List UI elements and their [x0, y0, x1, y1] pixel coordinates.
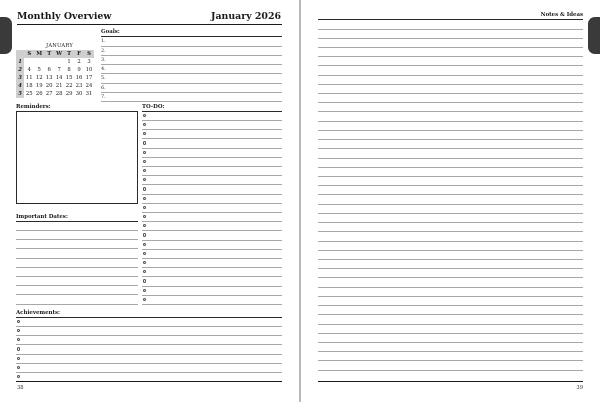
month-label: January 2026: [211, 11, 281, 22]
notes-line[interactable]: [318, 222, 583, 223]
goal-line[interactable]: [101, 64, 282, 65]
calendar-day: 8: [67, 67, 71, 73]
notes-line[interactable]: [318, 75, 583, 76]
calendar-day: 21: [55, 83, 63, 89]
achievement-line[interactable]: [16, 344, 282, 345]
notes-line[interactable]: [318, 111, 583, 112]
calendar-week-row: [16, 74, 94, 82]
footer-rule: [16, 381, 282, 382]
notes-line[interactable]: [318, 158, 583, 159]
todo-line[interactable]: [142, 120, 282, 121]
important-date-line[interactable]: [16, 258, 138, 259]
goal-number: 6.: [101, 84, 106, 91]
calendar-day: 23: [75, 83, 83, 89]
todo-label: TO-DO:: [142, 104, 165, 110]
calendar-header-row: [16, 50, 94, 58]
calendar-day: 15: [65, 75, 73, 81]
checkbox-circle[interactable]: [143, 187, 146, 190]
calendar-week-row: [16, 58, 94, 66]
checkbox-circle[interactable]: [143, 279, 146, 282]
week-number: 5: [16, 90, 24, 98]
goal-line[interactable]: [101, 55, 282, 56]
notes-line[interactable]: [318, 287, 583, 288]
checkbox-circle[interactable]: [143, 151, 146, 154]
checkbox-circle[interactable]: [143, 160, 146, 163]
notes-line[interactable]: [318, 314, 583, 315]
calendar-day: 7: [57, 67, 61, 73]
calendar-day: 18: [25, 83, 33, 89]
section-tab-left[interactable]: [0, 17, 12, 54]
calendar-day: 14: [55, 75, 63, 81]
calendar-day: 31: [85, 91, 93, 97]
important-date-line[interactable]: [16, 294, 138, 295]
notes-line[interactable]: [318, 351, 583, 352]
notes-line[interactable]: [318, 121, 583, 122]
checkbox-circle[interactable]: [143, 178, 146, 181]
right-page: [301, 0, 600, 402]
calendar-day: 1: [67, 59, 71, 65]
calendar-month-name: JANUARY: [46, 43, 73, 49]
checkbox-circle[interactable]: [143, 141, 146, 144]
calendar-day: [54, 58, 64, 66]
checkbox-circle[interactable]: [143, 215, 146, 218]
calendar-day: [44, 58, 54, 66]
checkbox-circle[interactable]: [17, 329, 20, 332]
todo-line[interactable]: [142, 203, 282, 204]
page-number-left: 38: [17, 385, 24, 391]
todo-line[interactable]: [142, 138, 282, 139]
section-tab-right[interactable]: [588, 17, 600, 54]
important-dates-label-rule: [16, 221, 138, 222]
calendar-day: 5: [37, 67, 41, 73]
calendar-day: 13: [45, 75, 53, 81]
calendar-day: 2: [77, 59, 81, 65]
checkbox-circle[interactable]: [17, 347, 20, 350]
calendar-day: 27: [45, 91, 53, 97]
week-number: 2: [16, 66, 24, 74]
notes-line[interactable]: [318, 194, 583, 195]
checkbox-circle[interactable]: [143, 243, 146, 246]
goal-line[interactable]: [101, 92, 282, 93]
notes-line[interactable]: [318, 65, 583, 66]
calendar-day: 20: [45, 83, 53, 89]
calendar-day: 10: [85, 67, 93, 73]
todo-line[interactable]: [142, 221, 282, 222]
day-header: T: [44, 50, 54, 58]
left-page: [0, 0, 299, 402]
week-col-header: [16, 50, 24, 58]
checkbox-circle[interactable]: [17, 366, 20, 369]
achievements-label: Achievements:: [16, 310, 60, 316]
goals-label-rule: [101, 36, 282, 37]
calendar-day: 24: [85, 83, 93, 89]
checkbox-circle[interactable]: [143, 123, 146, 126]
calendar-day: 3: [87, 59, 91, 65]
todo-line[interactable]: [142, 129, 282, 130]
day-header: S: [84, 50, 94, 58]
notes-line[interactable]: [318, 324, 583, 325]
notes-line[interactable]: [318, 130, 583, 131]
calendar-day: 26: [35, 91, 43, 97]
notes-line[interactable]: [318, 333, 583, 334]
notes-line[interactable]: [318, 102, 583, 103]
todo-line[interactable]: [142, 249, 282, 250]
week-number: 1: [16, 58, 24, 66]
achievement-line[interactable]: [16, 326, 282, 327]
notes-line[interactable]: [318, 47, 583, 48]
important-date-line[interactable]: [16, 248, 138, 249]
goal-number: 2.: [101, 47, 106, 54]
notes-line[interactable]: [318, 259, 583, 260]
checkbox-circle[interactable]: [143, 270, 146, 273]
day-header: W: [56, 51, 63, 57]
calendar-day: [24, 58, 34, 66]
calendar-day: 9: [77, 67, 81, 73]
calendar-day: 25: [25, 91, 33, 97]
checkbox-circle[interactable]: [143, 132, 146, 135]
goals-label: Goals:: [101, 29, 120, 35]
todo-line[interactable]: [142, 304, 282, 305]
important-date-line[interactable]: [16, 276, 138, 277]
achievement-line[interactable]: [16, 335, 282, 336]
notes-line[interactable]: [318, 360, 583, 361]
notes-line[interactable]: [318, 29, 583, 30]
todo-line[interactable]: [142, 175, 282, 176]
week-number: 4: [16, 82, 24, 90]
checkbox-circle[interactable]: [143, 114, 146, 117]
notes-line[interactable]: [318, 56, 583, 57]
todo-line[interactable]: [142, 212, 282, 213]
checkbox-circle[interactable]: [143, 261, 146, 264]
mini-calendar: [16, 43, 94, 98]
notes-line[interactable]: [318, 139, 583, 140]
todo-line[interactable]: [142, 286, 282, 287]
checkbox-circle[interactable]: [17, 338, 20, 341]
notes-label-rule: [318, 19, 583, 20]
calendar-day: 6: [47, 67, 51, 73]
notes-line[interactable]: [318, 305, 583, 306]
notes-line[interactable]: [318, 231, 583, 232]
notes-line[interactable]: [318, 185, 583, 186]
checkbox-circle[interactable]: [143, 252, 146, 255]
todo-line[interactable]: [142, 276, 282, 277]
todo-label-rule: [142, 111, 282, 112]
important-date-line[interactable]: [16, 239, 138, 240]
notes-line[interactable]: [318, 250, 583, 251]
todo-line[interactable]: [142, 148, 282, 149]
day-header: F: [74, 50, 84, 58]
calendar-day: 29: [65, 91, 73, 97]
checkbox-circle[interactable]: [143, 169, 146, 172]
notes-line[interactable]: [318, 241, 583, 242]
achievement-line[interactable]: [16, 354, 282, 355]
title-divider: [17, 24, 282, 25]
important-date-line[interactable]: [16, 230, 138, 231]
goal-line[interactable]: [101, 73, 282, 74]
checkbox-circle[interactable]: [143, 233, 146, 236]
checkbox-circle[interactable]: [17, 375, 20, 378]
checkbox-circle[interactable]: [143, 289, 146, 292]
notes-line[interactable]: [318, 93, 583, 94]
checkbox-circle[interactable]: [143, 206, 146, 209]
goal-number: 7.: [101, 94, 106, 100]
day-header: M: [34, 50, 44, 58]
achievements-label-rule: [16, 317, 282, 318]
important-date-line[interactable]: [16, 267, 138, 268]
calendar-week-row: [16, 90, 94, 98]
calendar-day: 28: [55, 91, 63, 97]
todo-line[interactable]: [142, 267, 282, 268]
calendar-day: 22: [65, 83, 73, 89]
goal-number: 4.: [101, 66, 106, 73]
reminders-box[interactable]: [16, 111, 138, 204]
notes-line[interactable]: [318, 167, 583, 168]
todo-line[interactable]: [142, 258, 282, 259]
goal-number: 1.: [101, 38, 106, 45]
checkbox-circle[interactable]: [143, 197, 146, 200]
week-number: 3: [16, 74, 24, 82]
notes-line[interactable]: [318, 38, 583, 39]
calendar-day: 17: [85, 75, 93, 81]
notes-line[interactable]: [318, 176, 583, 177]
goal-line[interactable]: [101, 83, 282, 84]
todo-line[interactable]: [142, 240, 282, 241]
notes-line[interactable]: [318, 268, 583, 269]
todo-line[interactable]: [142, 184, 282, 185]
calendar-day: [34, 58, 44, 66]
notes-line[interactable]: [318, 342, 583, 343]
calendar-day: 12: [35, 75, 43, 81]
goal-line[interactable]: [101, 46, 282, 47]
page-title: Monthly Overview: [17, 11, 112, 22]
calendar-week-row: [16, 66, 94, 74]
todo-line[interactable]: [142, 230, 282, 231]
day-header: S: [24, 50, 34, 58]
notes-line[interactable]: [318, 148, 583, 149]
notes-line[interactable]: [318, 213, 583, 214]
page-number-right: 39: [576, 385, 583, 391]
day-header: T: [64, 50, 74, 58]
todo-line[interactable]: [142, 157, 282, 158]
achievement-line[interactable]: [16, 372, 282, 373]
calendar-grid: [16, 50, 94, 98]
calendar-day: 30: [75, 91, 83, 97]
reminders-label: Reminders:: [16, 104, 51, 110]
goal-number: 3.: [101, 56, 106, 63]
important-date-line[interactable]: [16, 285, 138, 286]
checkbox-circle[interactable]: [143, 224, 146, 227]
goal-number: 5.: [101, 75, 106, 82]
calendar-day: 16: [75, 75, 83, 81]
notes-line[interactable]: [318, 204, 583, 205]
checkbox-circle[interactable]: [143, 298, 146, 301]
checkbox-circle[interactable]: [17, 320, 20, 323]
calendar-week-row: [16, 82, 94, 90]
calendar-day: 11: [25, 75, 33, 81]
calendar-day: 4: [27, 67, 31, 73]
footer-rule-right: [318, 381, 583, 382]
todo-line[interactable]: [142, 166, 282, 167]
calendar-day: 19: [35, 83, 43, 89]
notes-line[interactable]: [318, 370, 583, 371]
todo-line[interactable]: [142, 194, 282, 195]
achievement-line[interactable]: [16, 363, 282, 364]
notes-label: Notes & Ideas: [540, 12, 583, 18]
todo-line[interactable]: [142, 295, 282, 296]
notes-line[interactable]: [318, 296, 583, 297]
goal-line[interactable]: [101, 101, 282, 102]
notes-line[interactable]: [318, 277, 583, 278]
checkbox-circle[interactable]: [17, 357, 20, 360]
important-date-line[interactable]: [16, 304, 138, 305]
important-dates-label: Important Dates:: [16, 214, 68, 220]
notes-line[interactable]: [318, 84, 583, 85]
